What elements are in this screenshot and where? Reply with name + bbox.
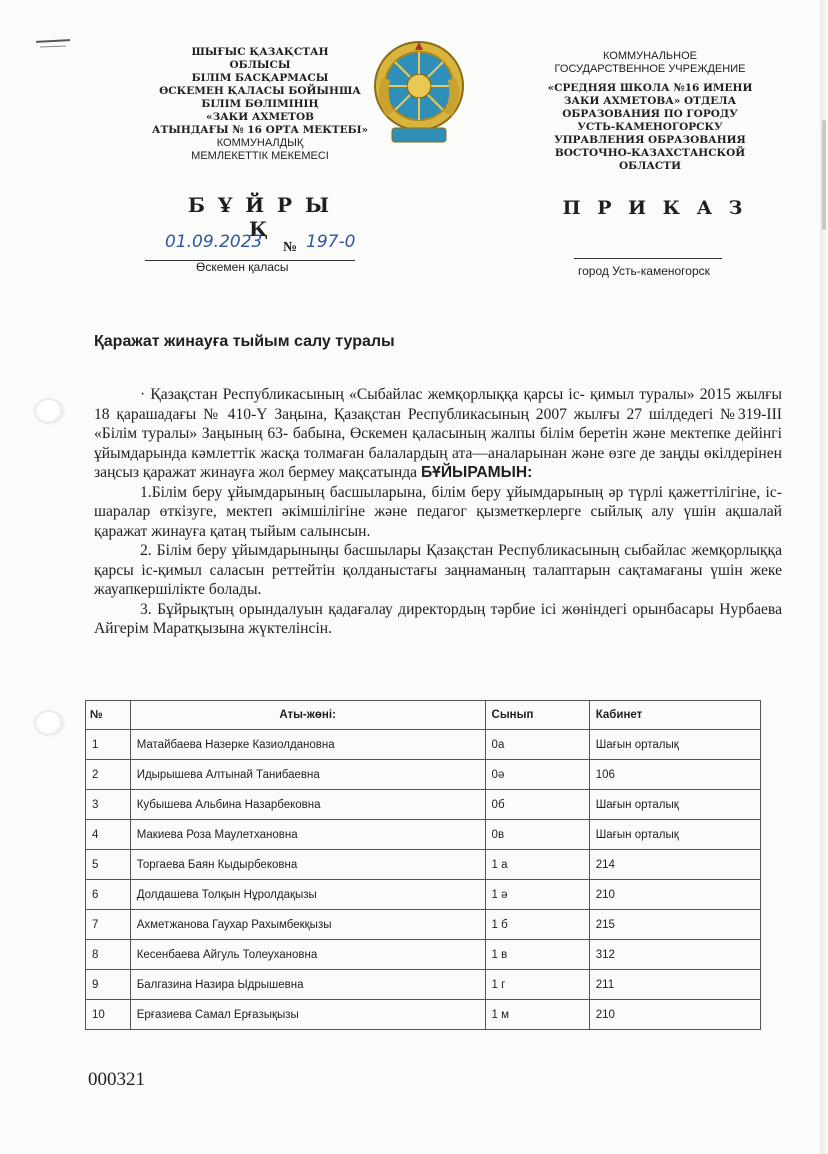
header-left-line: БІЛІМ БӨЛІМІНІҢ — [201, 98, 319, 110]
cell-class: 1 б — [485, 910, 589, 940]
header-right-line: УПРАВЛЕНИЯ ОБРАЗОВАНИЯ — [554, 134, 746, 146]
header-class: Сынып — [485, 701, 589, 730]
header-left — [140, 46, 380, 163]
cell-cabinet: 210 — [589, 880, 760, 910]
pen-mark — [40, 46, 66, 48]
cell-cabinet: 106 — [589, 760, 760, 790]
cell-class: 1 м — [485, 1000, 589, 1030]
page-serial-number: 000321 — [88, 1069, 145, 1090]
header-right-line: ОБРАЗОВАНИЯ ПО ГОРОДУ — [562, 108, 738, 120]
cell-number: 6 — [86, 880, 131, 910]
cell-class: 1 ә — [485, 880, 589, 910]
cell-name: Кубышева Альбина Назарбековна — [130, 790, 485, 820]
header-right-line: «СРЕДНЯЯ ШКОЛА №16 ИМЕНИ — [547, 82, 753, 94]
table-row — [86, 880, 761, 910]
city-ru: город Усть-каменогорск — [578, 264, 710, 278]
table-row — [86, 1000, 761, 1030]
header-right-line: ЗАКИ АХМЕТОВА» ОТДЕЛА — [563, 95, 737, 107]
scrollbar[interactable] — [822, 120, 826, 230]
cell-name: Долдашева Толқын Нұролдақызы — [130, 880, 485, 910]
order-item-1: 1.Білім беру ұйымдарының басшыларына, білім беру ұйымдарының әр түрлі қажеттілігіне, іс-шаралар өткізуге, мектеп әкімшілігіне және педагог қызметкерлерге сыйлық алу үшін ақшалай қаражат жинауға қатаң тыйым салынсын. — [94, 483, 782, 540]
table-row — [86, 970, 761, 1000]
cell-class: 1 в — [485, 940, 589, 970]
date-line-ru — [574, 258, 722, 259]
table-row — [86, 850, 761, 880]
cell-class: 0в — [485, 820, 589, 850]
cell-name: Идырышева Алтынай Танибаевна — [130, 760, 485, 790]
cell-name: Ерғазиева Самал Ерғазықызы — [130, 1000, 485, 1030]
cell-number: 10 — [86, 1000, 131, 1030]
cell-name: Торгаева Баян Кыдырбековна — [130, 850, 485, 880]
cell-number: 5 — [86, 850, 131, 880]
cell-name: Кесенбаева Айгуль Толеухановна — [130, 940, 485, 970]
city-kz: Өскемен қаласы — [196, 260, 289, 274]
cell-class: 0ә — [485, 760, 589, 790]
punch-hole — [36, 712, 62, 734]
cell-number: 1 — [86, 730, 131, 760]
cell-cabinet: 211 — [589, 970, 760, 1000]
header-left-line: «ЗАКИ АХМЕТОВ — [206, 111, 314, 123]
table-row — [86, 910, 761, 940]
order-body — [94, 385, 782, 639]
header-right-line: УСТЬ-КАМЕНОГОРСКУ — [577, 121, 723, 133]
cell-class: 0б — [485, 790, 589, 820]
intro-text: · Қазақстан Республикасының «Сыбайлас жемқорлыққа қарсы іс- қимыл туралы» 2015 жылғы 18 қарашадағы № 410-Ү Заңына, Қазақстан Республикасының 2007 жылғы 27 шілдедегі №319-ІІІ «Білім туралы» Заңының 63- бабына, Өскемен қаласының жалпы білім беретін және мектепке дейінгі ұйымдарында кәмлеттік жасқа толмаған балалардың ата—аналарынан және өзге де заңды өкілдерінен заңсыз қаражат жинауға жол бермеу мақсатында — [94, 386, 782, 481]
cell-cabinet: 214 — [589, 850, 760, 880]
order-item-3: 3. Бұйрықтың орындалуын қадағалау директордың тәрбие ісі жөніндегі орынбасары Нурбаева Айгерім Маратқызына жүктелінсін. — [94, 600, 782, 637]
table-header-row — [86, 701, 761, 730]
table-row — [86, 940, 761, 970]
cell-number: 7 — [86, 910, 131, 940]
header-left-line: КОММУНАЛДЫҚ — [216, 137, 304, 149]
header-cabinet: Кабинет — [589, 701, 760, 730]
cell-name: Макиева Роза Маулетхановна — [130, 820, 485, 850]
order-word: БҰЙЫРАМЫН: — [420, 464, 533, 481]
cell-name: Ахметжанова Гаухар Рахымбекқызы — [130, 910, 485, 940]
cell-number: 3 — [86, 790, 131, 820]
cell-cabinet: 312 — [589, 940, 760, 970]
cell-number: 2 — [86, 760, 131, 790]
header-left-line: ШЫҒЫС ҚАЗАҚСТАН — [191, 46, 329, 58]
document-title-kz: Б Ұ Й Р Ы Қ — [187, 193, 333, 241]
header-left-line: ОБЛЫСЫ — [229, 59, 291, 71]
header-right-line: ОБЛАСТИ — [618, 160, 682, 172]
cell-number: 8 — [86, 940, 131, 970]
document-title-ru: П Р И К А З — [562, 197, 748, 219]
cell-class: 1 а — [485, 850, 589, 880]
order-item-2: 2. Білім беру ұйымдарыныңы басшылары Қазақстан Республикасының сыбайлас жемқорлыққа қарсы іс-қимыл саласын реттейтін қолданыстағы заңнаманың талаптарын сақтамағаны үшін жеке жауапкершілікте болады. — [94, 542, 782, 598]
staff-table — [85, 700, 761, 1030]
header-number: № — [86, 701, 131, 730]
header-left-line: АТЫНДАҒЫ № 16 ОРТА МЕКТЕБІ» — [151, 124, 369, 136]
header-left-line: ӨСКЕМЕН ҚАЛАСЫ БОЙЫНША — [159, 85, 361, 97]
number-sign: № — [283, 240, 298, 255]
punch-hole — [36, 400, 62, 422]
cell-name: Балгазина Назира Ыдрышевна — [130, 970, 485, 1000]
cell-class: 0а — [485, 730, 589, 760]
order-subject: Қаражат жинауға тыйым салу туралы — [94, 333, 395, 350]
header-left-line: МЕМЛЕКЕТТІК МЕКЕМЕСІ — [191, 150, 329, 162]
cell-cabinet: Шағын орталық — [589, 730, 760, 760]
cell-number: 4 — [86, 820, 131, 850]
table-row — [86, 820, 761, 850]
cell-class: 1 г — [485, 970, 589, 1000]
cell-cabinet: Шағын орталық — [589, 820, 760, 850]
pen-mark — [36, 39, 70, 43]
table-row — [86, 730, 761, 760]
handwritten-number: 197-0 — [306, 232, 356, 252]
cell-cabinet: 210 — [589, 1000, 760, 1030]
table-row — [86, 790, 761, 820]
header-right-line: КОММУНАЛЬНОЕ — [603, 50, 697, 62]
handwritten-date: 01.09.2023 — [165, 232, 263, 252]
cell-name: Матайбаева Назерке Казиолдановна — [130, 730, 485, 760]
header-name: Аты-жөні: — [130, 701, 485, 730]
cell-number: 9 — [86, 970, 131, 1000]
kazakhstan-emblem-icon — [372, 36, 466, 154]
cell-cabinet: Шағын орталық — [589, 790, 760, 820]
cell-cabinet: 215 — [589, 910, 760, 940]
header-left-line: БІЛІМ БАСҚАРМАСЫ — [191, 72, 329, 84]
intro-paragraph — [94, 385, 782, 483]
header-right — [532, 50, 768, 173]
header-right-line: ВОСТОЧНО-КАЗАХСТАНСКОЙ — [554, 147, 746, 159]
header-right-line: ГОСУДАРСТВЕННОЕ УЧРЕЖДЕНИЕ — [554, 63, 746, 75]
table-row — [86, 760, 761, 790]
